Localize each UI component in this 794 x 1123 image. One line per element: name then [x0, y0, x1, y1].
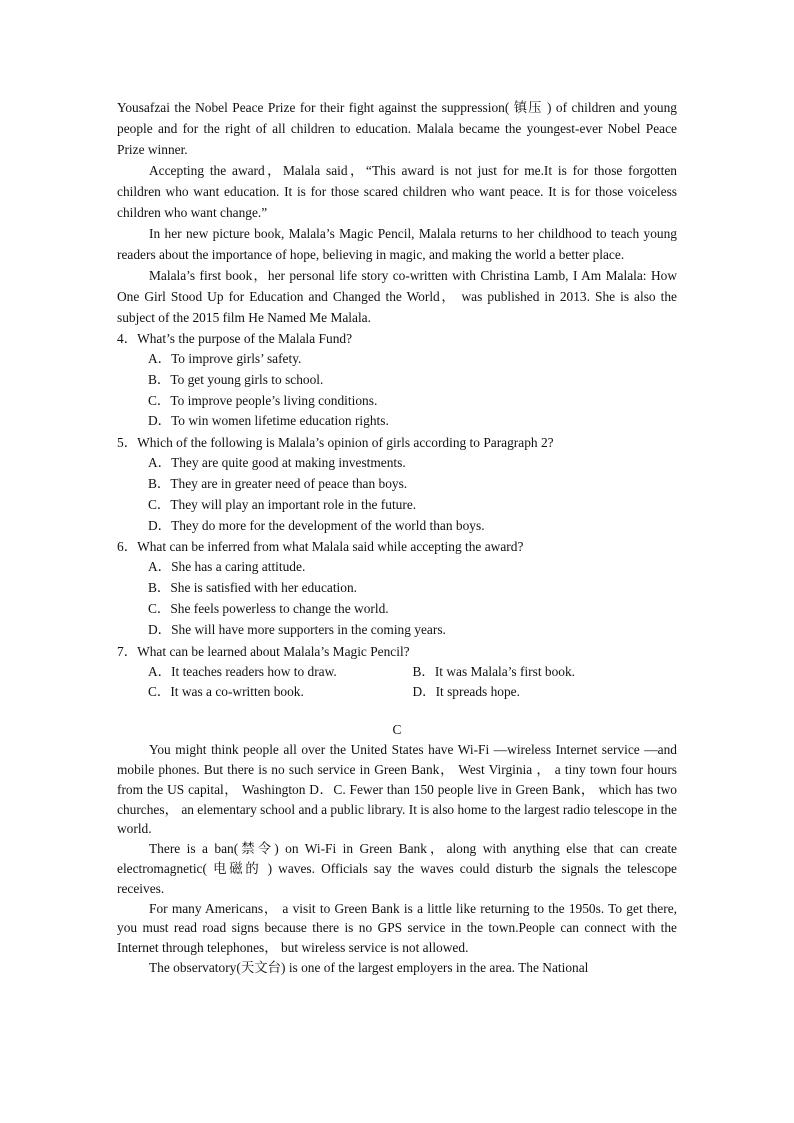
option-letter: D．	[148, 517, 172, 533]
option-letter: A．	[148, 663, 172, 679]
option-text: She has a caring attitude.	[171, 559, 306, 575]
passage-c-paragraph: You might think people all over the United States have Wi-Fi —wireless Internet service —and mobile phones. But there is no such service in Green Bank， West Virginia ， a tiny town four hours from the US capital， Washington D．C. Fewer than 150 people live in Green Bank， which has two churches， an elementary school and a public library. It is also home to the largest radio telescope in the world.	[117, 742, 677, 837]
option-letter: B．	[148, 371, 171, 387]
passage-b-paragraph: In her new picture book, Malala’s Magic Pencil, Malala returns to her childhood to teach young readers about the importance of hope, believing in magic, and making the world a better place.	[117, 226, 677, 262]
question-number: 5．	[117, 435, 138, 451]
option-letter: C．	[148, 392, 171, 408]
question-text: Which of the following is Malala’s opinion of girls according to Paragraph 2?	[137, 435, 554, 451]
answer-option[interactable]	[148, 474, 677, 495]
option-text: It spreads hope.	[435, 684, 520, 700]
option-text: They are in greater need of peace than boys.	[170, 475, 408, 491]
answer-option[interactable]	[148, 599, 677, 620]
option-text: It was a co-written book.	[170, 684, 304, 700]
option-letter: C．	[148, 496, 171, 512]
option-letter: D．	[412, 684, 436, 700]
question-text: What’s the purpose of the Malala Fund?	[137, 331, 353, 346]
answer-option[interactable]	[148, 370, 677, 391]
question-stem	[117, 641, 677, 662]
question-7	[117, 641, 677, 704]
question-4	[117, 328, 677, 432]
answer-option[interactable]	[148, 620, 677, 641]
option-letter: D．	[148, 413, 172, 429]
passage-b	[117, 97, 677, 328]
answer-option[interactable]	[148, 516, 677, 537]
answer-option[interactable]	[148, 682, 413, 703]
question-number: 6．	[117, 539, 138, 555]
option-letter: A．	[148, 559, 172, 575]
passage-c-paragraph: For many Americans， a visit to Green Bank is a little like returning to the 1950s. To get there, you must read road signs because there is no GPS service in the town.People can connect with the Internet through telephones， but wireless service is not allowed.	[117, 900, 677, 956]
option-text: They will play an important role in the future.	[170, 496, 417, 512]
option-letter: C．	[148, 684, 171, 700]
passage-b-paragraph: Accepting the award，Malala said，“This award is not just for me.It is for those forgotten children who want education. It is for those scared children who want peace. It is for those voiceless children who want change.”	[117, 163, 677, 220]
passage-b-paragraph: Malala’s first book，her personal life story co-written with Christina Lamb, I Am Malala: How One Girl Stood Up for Education and Changed the World， was published in 2013. She is also the subject of the 2015 film He Named Me Malala.	[117, 268, 677, 325]
answer-option[interactable]	[148, 453, 677, 474]
question-stem	[117, 536, 677, 557]
option-row	[148, 662, 677, 683]
question-5	[117, 432, 677, 536]
option-text: To win women lifetime education rights.	[171, 413, 389, 429]
option-text: It was Malala’s first book.	[434, 663, 576, 679]
option-text: To improve girls’ safety.	[171, 351, 302, 366]
answer-option[interactable]	[148, 411, 677, 432]
passage-c-paragraph: There is a ban(禁令) on Wi-Fi in Green Bank，along with anything else that can create electromagnetic( 电磁的 ) waves. Officials say the waves could disturb the signals the telescope receives.	[117, 841, 677, 896]
exam-page	[117, 97, 677, 978]
section-heading: C	[392, 722, 402, 738]
answer-option[interactable]	[148, 578, 677, 599]
question-text: What can be learned about Malala’s Magic Pencil?	[137, 643, 410, 659]
question-stem	[117, 432, 677, 453]
answer-option[interactable]	[413, 662, 678, 683]
option-letter: D．	[148, 621, 172, 637]
passage-c	[117, 740, 677, 978]
answer-option[interactable]	[148, 557, 677, 578]
option-text: She will have more supporters in the coming years.	[171, 621, 446, 637]
option-row	[148, 682, 677, 703]
option-letter: B．	[148, 580, 171, 596]
answer-option[interactable]	[148, 391, 677, 412]
answer-option[interactable]	[413, 682, 678, 703]
option-text: It teaches readers how to draw.	[171, 663, 337, 679]
answer-option[interactable]	[148, 495, 677, 516]
option-letter: B．	[148, 475, 171, 491]
option-text: To get young girls to school.	[170, 371, 324, 387]
question-stem	[117, 328, 677, 349]
passage-c-paragraph: The observatory(天文台) is one of the largest employers in the area. The National	[149, 959, 589, 975]
option-text: They do more for the development of the world than boys.	[171, 517, 485, 533]
question-number: 7．	[117, 643, 138, 659]
option-text: To improve people’s living conditions.	[170, 392, 378, 408]
option-text: She feels powerless to change the world.	[170, 600, 389, 616]
question-6	[117, 536, 677, 640]
question-number: 4．	[117, 331, 138, 346]
option-letter: A．	[148, 351, 172, 366]
option-letter: A．	[148, 455, 172, 471]
passage-b-paragraph: Yousafzai the Nobel Peace Prize for their fight against the suppression( 镇压 ) of children and young people and for the right of all children to education. Malala became the youngest-ever Nobel Peace Prize winner.	[117, 100, 677, 157]
question-text: What can be inferred from what Malala said while accepting the award?	[137, 539, 524, 555]
option-text: She is satisfied with her education.	[170, 580, 358, 596]
option-letter: B．	[412, 663, 435, 679]
option-text: They are quite good at making investments.	[171, 455, 406, 471]
answer-option[interactable]	[148, 349, 677, 370]
option-letter: C．	[148, 600, 171, 616]
answer-option[interactable]	[148, 662, 413, 683]
